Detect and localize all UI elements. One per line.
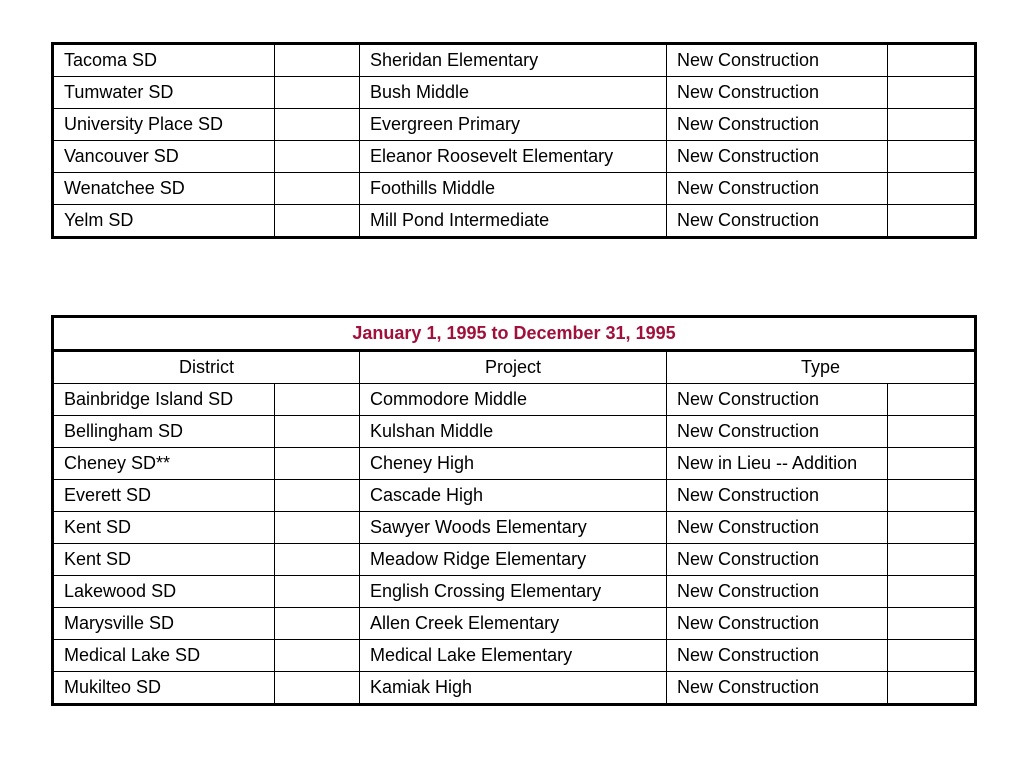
district-cell: Lakewood SD xyxy=(53,576,275,608)
type-cell: New Construction xyxy=(667,416,888,448)
project-cell: English Crossing Elementary xyxy=(360,576,667,608)
table-row xyxy=(53,512,976,544)
empty-cell xyxy=(888,416,976,448)
empty-cell xyxy=(888,512,976,544)
empty-cell xyxy=(275,640,360,672)
district-cell: Wenatchee SD xyxy=(53,173,275,205)
table-row xyxy=(53,672,976,705)
table-row xyxy=(53,640,976,672)
district-cell: Bainbridge Island SD xyxy=(53,384,275,416)
district-cell: Yelm SD xyxy=(53,205,275,238)
project-cell: Cascade High xyxy=(360,480,667,512)
project-cell: Allen Creek Elementary xyxy=(360,608,667,640)
district-cell: Kent SD xyxy=(53,512,275,544)
empty-cell xyxy=(275,44,360,77)
district-cell: Tumwater SD xyxy=(53,77,275,109)
district-cell: Tacoma SD xyxy=(53,44,275,77)
empty-cell xyxy=(888,480,976,512)
type-cell: New Construction xyxy=(667,512,888,544)
type-column-header: Type xyxy=(667,351,976,384)
type-cell: New Construction xyxy=(667,141,888,173)
district-cell: Everett SD xyxy=(53,480,275,512)
type-cell: New Construction xyxy=(667,576,888,608)
empty-cell xyxy=(888,141,976,173)
projects-table-1995 xyxy=(51,315,977,706)
empty-cell xyxy=(275,384,360,416)
district-column-header: District xyxy=(53,351,360,384)
empty-cell xyxy=(888,173,976,205)
project-cell: Medical Lake Elementary xyxy=(360,640,667,672)
empty-cell xyxy=(888,109,976,141)
project-column-header: Project xyxy=(360,351,667,384)
empty-cell xyxy=(888,205,976,238)
period-row xyxy=(53,317,976,351)
empty-cell xyxy=(275,109,360,141)
table-row xyxy=(53,205,976,238)
project-cell: Kamiak High xyxy=(360,672,667,705)
empty-cell xyxy=(275,205,360,238)
district-cell: Bellingham SD xyxy=(53,416,275,448)
table-row xyxy=(53,416,976,448)
table-row xyxy=(53,544,976,576)
project-cell: Bush Middle xyxy=(360,77,667,109)
project-cell: Foothills Middle xyxy=(360,173,667,205)
project-cell: Sheridan Elementary xyxy=(360,44,667,77)
empty-cell xyxy=(275,608,360,640)
type-cell: New Construction xyxy=(667,384,888,416)
district-cell: Mukilteo SD xyxy=(53,672,275,705)
empty-cell xyxy=(888,608,976,640)
type-cell: New Construction xyxy=(667,544,888,576)
empty-cell xyxy=(275,448,360,480)
project-cell: Commodore Middle xyxy=(360,384,667,416)
table-row xyxy=(53,608,976,640)
type-cell: New Construction xyxy=(667,480,888,512)
type-cell: New Construction xyxy=(667,205,888,238)
empty-cell xyxy=(888,77,976,109)
empty-cell xyxy=(275,141,360,173)
projects-table-1995-body xyxy=(53,384,976,705)
project-cell: Evergreen Primary xyxy=(360,109,667,141)
table-row xyxy=(53,77,976,109)
type-cell: New Construction xyxy=(667,608,888,640)
period-title: January 1, 1995 to December 31, 1995 xyxy=(53,317,976,351)
empty-cell xyxy=(275,672,360,705)
project-cell: Eleanor Roosevelt Elementary xyxy=(360,141,667,173)
type-cell: New Construction xyxy=(667,109,888,141)
empty-cell xyxy=(275,512,360,544)
empty-cell xyxy=(888,44,976,77)
header-row xyxy=(53,351,976,384)
table-row xyxy=(53,141,976,173)
district-cell: Marysville SD xyxy=(53,608,275,640)
empty-cell xyxy=(275,544,360,576)
project-cell: Sawyer Woods Elementary xyxy=(360,512,667,544)
district-cell: University Place SD xyxy=(53,109,275,141)
type-cell: New Construction xyxy=(667,640,888,672)
table-row xyxy=(53,384,976,416)
projects-table-continued-body xyxy=(53,44,976,238)
empty-cell xyxy=(275,416,360,448)
empty-cell xyxy=(888,544,976,576)
empty-cell xyxy=(888,576,976,608)
project-cell: Meadow Ridge Elementary xyxy=(360,544,667,576)
district-cell: Medical Lake SD xyxy=(53,640,275,672)
table-row xyxy=(53,109,976,141)
project-cell: Cheney High xyxy=(360,448,667,480)
type-cell: New in Lieu -- Addition xyxy=(667,448,888,480)
project-cell: Kulshan Middle xyxy=(360,416,667,448)
district-cell: Vancouver SD xyxy=(53,141,275,173)
projects-table-continued xyxy=(51,42,977,239)
table-row xyxy=(53,480,976,512)
table-row xyxy=(53,448,976,480)
project-cell: Mill Pond Intermediate xyxy=(360,205,667,238)
type-cell: New Construction xyxy=(667,77,888,109)
district-cell: Cheney SD** xyxy=(53,448,275,480)
empty-cell xyxy=(888,640,976,672)
empty-cell xyxy=(275,77,360,109)
table-row xyxy=(53,576,976,608)
empty-cell xyxy=(275,173,360,205)
empty-cell xyxy=(275,480,360,512)
district-cell: Kent SD xyxy=(53,544,275,576)
empty-cell xyxy=(275,576,360,608)
empty-cell xyxy=(888,384,976,416)
empty-cell xyxy=(888,672,976,705)
type-cell: New Construction xyxy=(667,173,888,205)
empty-cell xyxy=(888,448,976,480)
table-row xyxy=(53,173,976,205)
type-cell: New Construction xyxy=(667,672,888,705)
type-cell: New Construction xyxy=(667,44,888,77)
table-row xyxy=(53,44,976,77)
